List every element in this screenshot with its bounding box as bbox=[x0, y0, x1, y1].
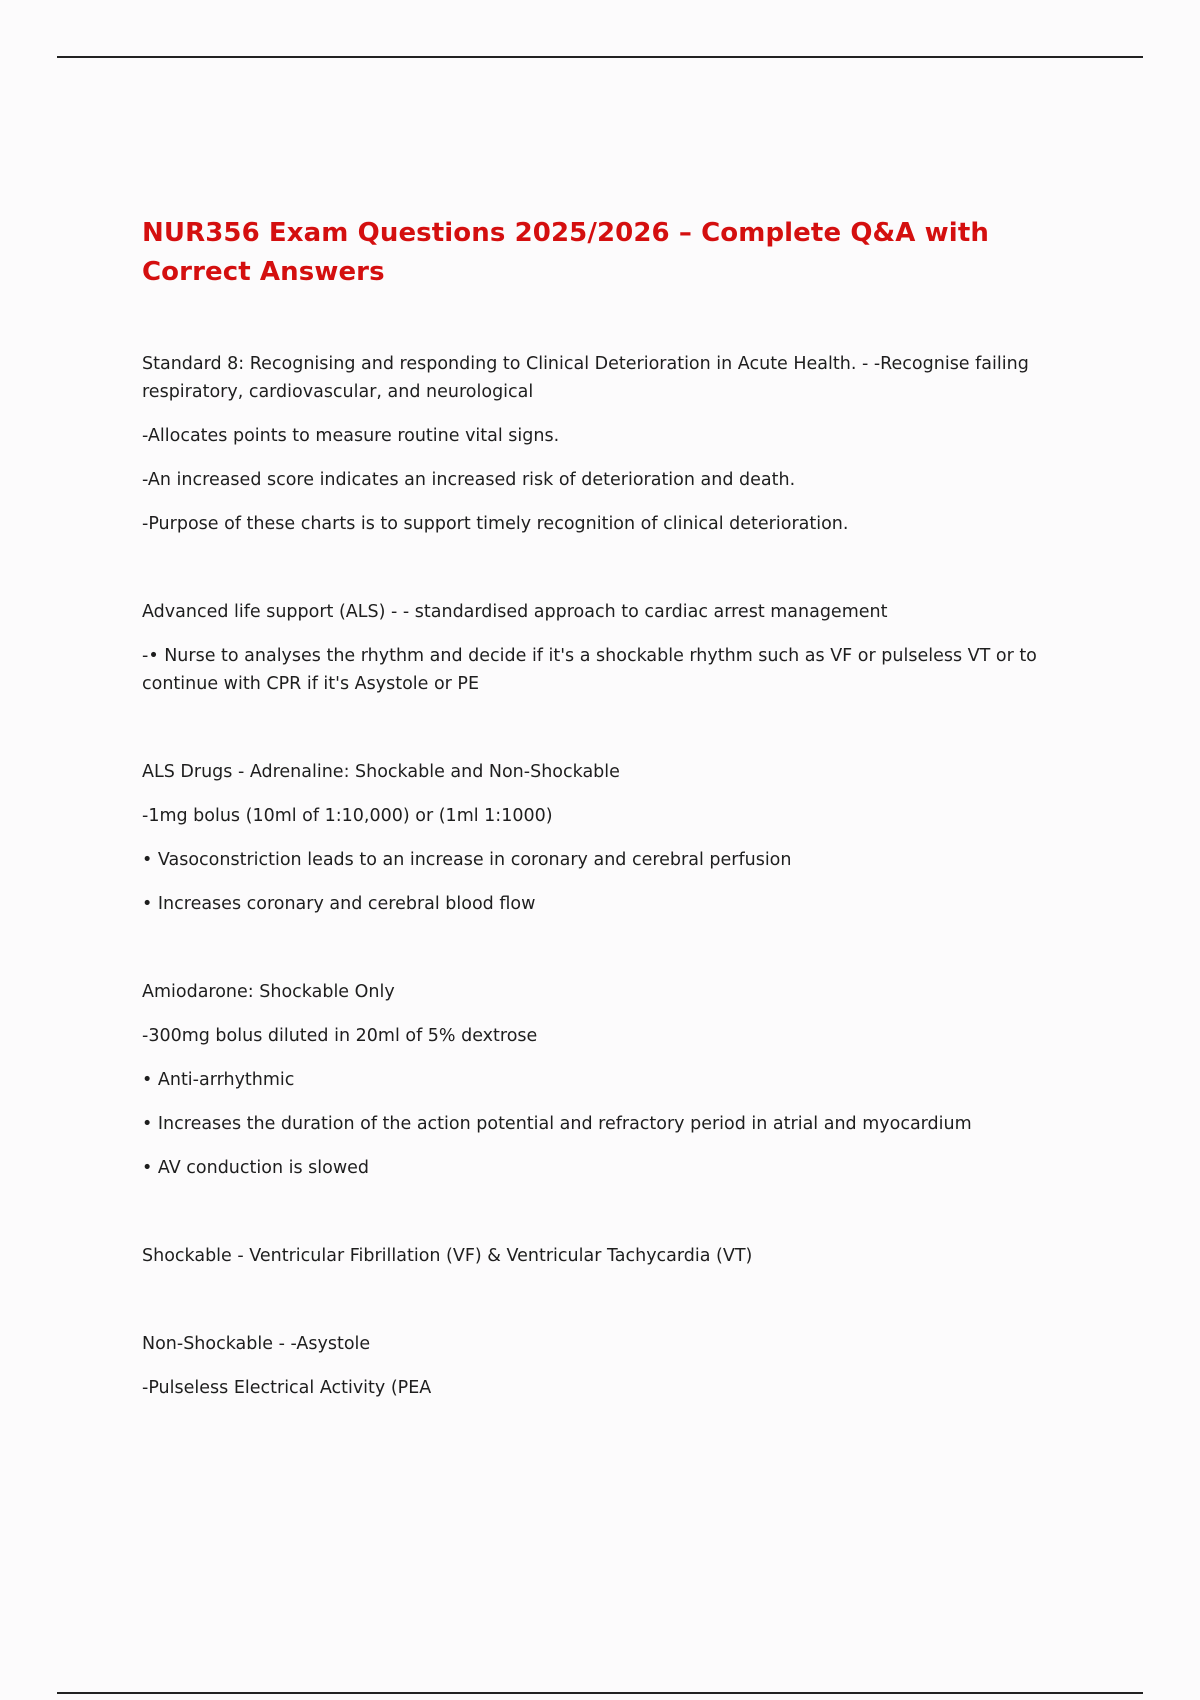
section-gap bbox=[142, 1286, 1042, 1330]
document-content bbox=[142, 214, 1042, 1418]
section-gap bbox=[142, 934, 1042, 978]
paragraph: • Increases the duration of the action potential and refractory period in atrial and myocardium bbox=[142, 1114, 972, 1134]
paragraph: -Pulseless Electrical Activity (PEA bbox=[142, 1378, 432, 1398]
paragraph: • Anti-arrhythmic bbox=[142, 1070, 295, 1090]
section-gap bbox=[142, 554, 1042, 598]
document-title: NUR356 Exam Questions 2025/2026 – Complete Q&A with Correct Answers bbox=[142, 218, 989, 287]
section-shockable bbox=[142, 1242, 1042, 1270]
bottom-rule bbox=[57, 1692, 1143, 1694]
section-standard-8 bbox=[142, 350, 1042, 538]
paragraph: • Vasoconstriction leads to an increase in coronary and cerebral perfusion bbox=[142, 850, 792, 870]
section-adrenaline bbox=[142, 758, 1042, 918]
paragraph: • Increases coronary and cerebral blood flow bbox=[142, 894, 536, 914]
paragraph: Amiodarone: Shockable Only bbox=[142, 982, 395, 1002]
paragraph: Advanced life support (ALS) - - standardised approach to cardiac arrest management bbox=[142, 602, 888, 622]
paragraph: -300mg bolus diluted in 20ml of 5% dextrose bbox=[142, 1026, 538, 1046]
paragraph: -Purpose of these charts is to support timely recognition of clinical deterioration. bbox=[142, 514, 849, 534]
paragraph: ALS Drugs - Adrenaline: Shockable and Non-Shockable bbox=[142, 762, 620, 782]
top-rule bbox=[57, 56, 1143, 58]
section-non-shockable bbox=[142, 1330, 1042, 1402]
section-amiodarone bbox=[142, 978, 1042, 1182]
section-als bbox=[142, 598, 1042, 698]
paragraph: • AV conduction is slowed bbox=[142, 1158, 370, 1178]
section-gap bbox=[142, 1198, 1042, 1242]
paragraph: Standard 8: Recognising and responding to Clinical Deterioration in Acute Health. - -Recognise failing respiratory, cardiovascular, and neurological bbox=[142, 354, 1029, 402]
paragraph: Shockable - Ventricular Fibrillation (VF) & Ventricular Tachycardia (VT) bbox=[142, 1246, 753, 1266]
section-gap bbox=[142, 714, 1042, 758]
paragraph: Non-Shockable - -Asystole bbox=[142, 1334, 371, 1354]
paragraph: -• Nurse to analyses the rhythm and decide if it's a shockable rhythm such as VF or pulseless VT or to continue with CPR if it's Asystole or PE bbox=[142, 646, 1037, 694]
paragraph: -An increased score indicates an increased risk of deterioration and death. bbox=[142, 470, 796, 490]
paragraph: -1mg bolus (10ml of 1:10,000) or (1ml 1:1000) bbox=[142, 806, 553, 826]
paragraph: -Allocates points to measure routine vital signs. bbox=[142, 426, 560, 446]
